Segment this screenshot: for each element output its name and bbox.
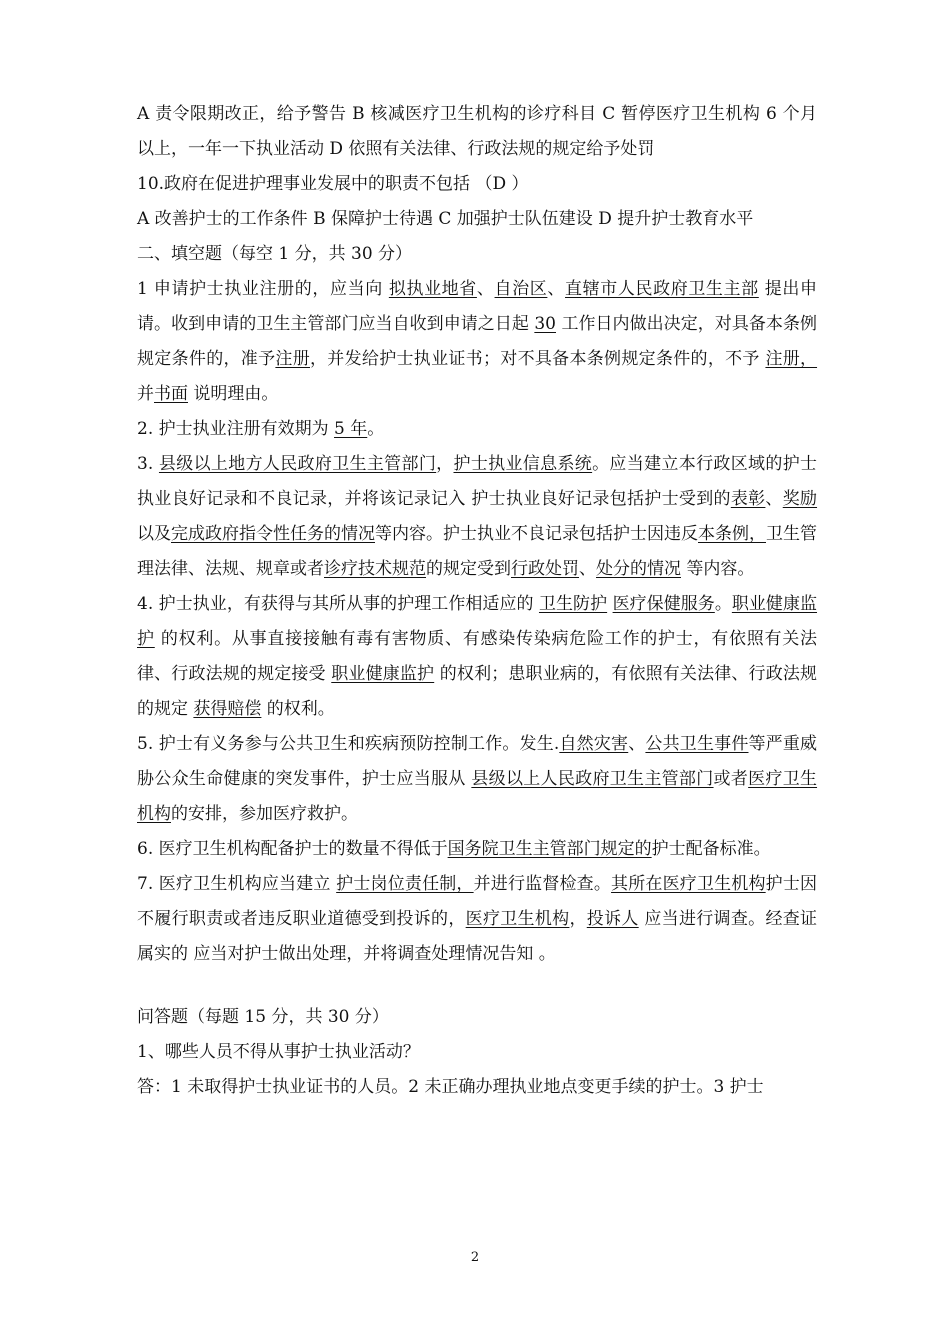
answer-blank: 30 <box>534 314 556 334</box>
text-run: 提出申请。收到申请的卫生主管部门应当自收到申请之日起 <box>137 279 818 334</box>
answer-blank: 护士执业信息系统 <box>453 454 593 474</box>
answer-blank: 直辖市人民政府卫生主部 <box>565 279 759 299</box>
answer-blank: 医疗卫生机构 <box>465 909 570 929</box>
text-run: 以及 <box>137 524 171 544</box>
text-run: 的安排，参加医疗救护。 <box>171 804 358 824</box>
text-run: 1、哪些人员不得从事护士执业活动？ <box>137 1042 420 1062</box>
text-run: 的权利。 <box>261 699 335 719</box>
text-run: 等内容。 <box>681 559 755 579</box>
text-run: 工作日内做出决定，对具备本条例规定条件的，准予 <box>137 314 817 369</box>
text-run: 1 申请护士执业注册的，应当向 <box>137 279 389 299</box>
text-run: 、 <box>579 559 596 579</box>
answer-blank: 国务院卫生主管部门规定的 <box>447 839 652 859</box>
text-run: 的规定受到 <box>426 559 511 579</box>
paragraph <box>137 447 817 587</box>
text-run: 。 <box>714 594 732 614</box>
answer-blank: 诊疗技术规范 <box>324 559 426 579</box>
page-number: 2 <box>470 1250 480 1265</box>
text-run: 护士因不履行职责或者违反职业道德受到投诉的， <box>137 874 818 929</box>
answer-blank: 注册， <box>765 349 818 369</box>
answer-blank: 投诉人 <box>586 909 639 929</box>
paragraph <box>137 1070 817 1105</box>
text-run: 7. 医疗卫生机构应当建立 <box>137 874 337 894</box>
text-run: 二、填空题（每空 1 分，共 30 分） <box>137 244 413 264</box>
text-run: 问答题（每题 15 分，共 30 分） <box>137 1007 389 1027</box>
text-run: 等严重威胁公众生命健康的突发事件，护士应当服从 <box>137 734 818 789</box>
text-run: 的权利；患职业病的，有依照有关法律、行政法规的规定 <box>137 664 818 719</box>
answer-blank: 护士岗位责任制， <box>336 874 474 894</box>
paragraph <box>137 867 817 972</box>
text-run: 10.政府在促进护理事业发展中的职责不包括 （D ） <box>137 174 529 194</box>
text-run: ， <box>569 909 587 929</box>
text-run: 应当进行调查。经查证属实的 应当对护士做出处理，并将调查处理情况告知 。 <box>137 909 818 964</box>
text-run: 等内容。护士执业不良记录包括护士因违反 <box>375 524 698 544</box>
text-run: 卫生管理法律、法规、规章或者 <box>137 524 817 579</box>
paragraph <box>137 1035 817 1070</box>
paragraph <box>137 237 817 272</box>
answer-blank: 县级以上人民政府卫生主管部门 <box>471 769 714 789</box>
text-run: 、 <box>547 279 566 299</box>
section-gap <box>137 972 817 1000</box>
text-run: 或者 <box>713 769 749 789</box>
paragraph <box>137 587 817 727</box>
answer-blank: 县级以上地方人民政府卫生主管部门 <box>158 454 437 474</box>
answer-blank: 职业健康监护 <box>331 664 435 684</box>
text-run: 护士配备标准。 <box>651 839 771 859</box>
text-run: 并进行监督检查。 <box>473 874 612 894</box>
answer-blank: 拟执业地省 <box>388 279 477 299</box>
text-run: 6. 医疗卫生机构配备护士的数量不得低于 <box>137 839 448 859</box>
answer-blank: 自然灾害 <box>559 734 629 754</box>
paragraph <box>137 97 817 167</box>
answer-blank: 5 年 <box>334 419 368 439</box>
text-run: A 改善护士的工作条件 B 保障护士待遇 C 加强护士队伍建设 D 提升护士教育水平 <box>137 209 754 229</box>
text-run: 3. <box>137 454 159 474</box>
answer-blank: 注册 <box>275 349 310 369</box>
answer-blank: 自治区 <box>494 279 548 299</box>
text-run: 说明理由。 <box>188 384 279 404</box>
text-run: 。 <box>367 419 385 439</box>
paragraph <box>137 1000 817 1035</box>
answer-blank: 医疗保健服务 <box>612 594 715 614</box>
answer-blank: 其所在医疗卫生机构 <box>611 874 766 894</box>
answer-blank: 完成政府指令性任务的情况 <box>171 524 375 544</box>
text-run: 5. 护士有义务参与公共卫生和疾病预防控制工作。发生. <box>137 734 560 754</box>
answer-blank: 职业健康监护 <box>137 594 818 649</box>
answer-blank: 公共卫生事件 <box>645 734 749 754</box>
answer-blank: 处分的情况 <box>596 559 681 579</box>
answer-blank: 书面 <box>154 384 188 404</box>
text-run: 。应当建立本行政区域的护士执业良好记录和不良记录，并将该记录记入 护士执业良好记录包括护士受到的 <box>137 454 818 509</box>
paragraph <box>137 202 817 237</box>
text-run: 、 <box>765 489 783 509</box>
paragraph <box>137 272 817 412</box>
text-run: 4. 护士执业，有获得与其所从事的护理工作相适应的 <box>137 594 539 614</box>
answer-blank: 本条例， <box>698 524 766 544</box>
text-run: 并 <box>137 384 154 404</box>
text-run: ， <box>436 454 454 474</box>
text-run: A 责令限期改正，给予警告 B 核减医疗卫生机构的诊疗科目 C 暂停医疗卫生机构 6 个月以上，一年一下执业活动 D 依照有关法律、行政法规的规定给予处罚 <box>137 104 817 159</box>
document-body <box>137 97 817 1105</box>
paragraph <box>137 412 817 447</box>
text-run: ，并发给护士执业证书；对不具备本条例规定条件的，不予 <box>310 349 766 369</box>
text-run: 答：1 未取得护士执业证书的人员。2 未正确办理执业地点变更手续的护士。3 护士 <box>137 1077 764 1097</box>
answer-blank: 表彰 <box>730 489 766 509</box>
paragraph <box>137 727 817 832</box>
answer-blank: 获得赔偿 <box>193 699 262 719</box>
paragraph <box>137 167 817 202</box>
text-run: 的权利。从事直接接触有毒有害物质、有感染传染病危险工作的护士，有依照有关法律、行政法规的规定接受 <box>137 629 818 684</box>
text-run: 、 <box>476 279 495 299</box>
text-run: 2. 护士执业注册有效期为 <box>137 419 335 439</box>
answer-blank: 医疗卫生机构 <box>137 769 818 824</box>
answer-blank: 行政处罚 <box>511 559 579 579</box>
text-run: 、 <box>628 734 646 754</box>
answer-blank: 卫生防护 <box>538 594 608 614</box>
paragraph <box>137 832 817 867</box>
answer-blank: 奖励 <box>782 489 818 509</box>
